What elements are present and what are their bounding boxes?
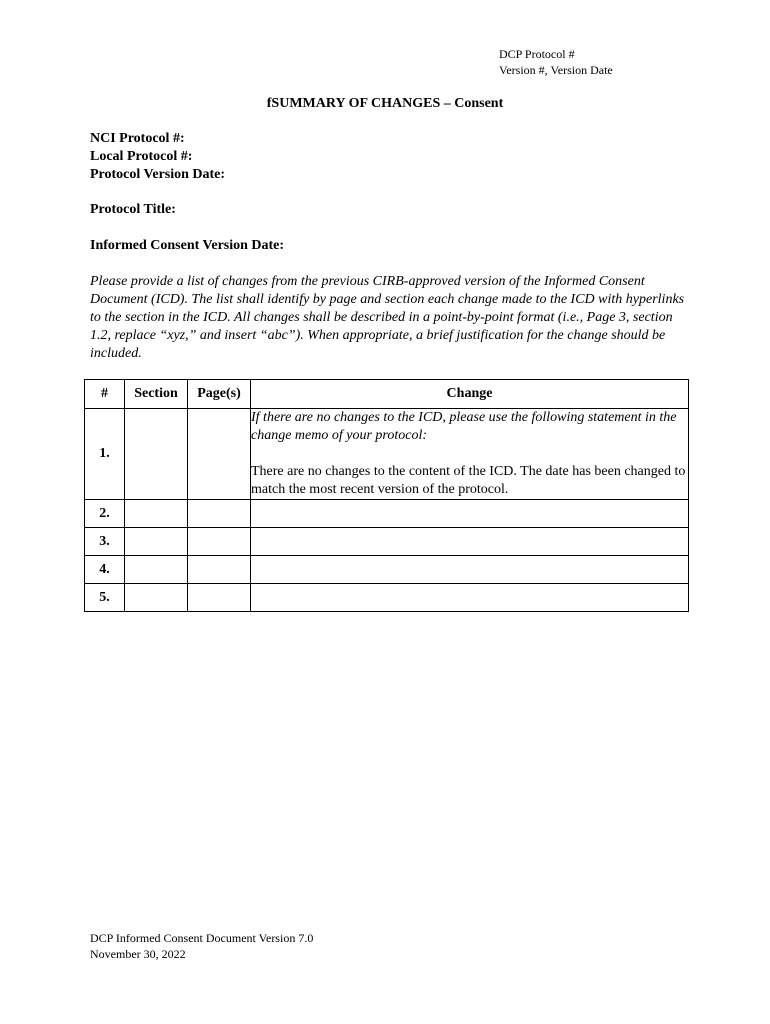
- local-protocol-label: Local Protocol #:: [90, 149, 193, 164]
- protocol-version-date-label: Protocol Version Date:: [90, 167, 226, 182]
- table-row: [85, 500, 689, 528]
- pages-cell[interactable]: [188, 500, 251, 528]
- footer-doc-version: DCP Informed Consent Document Version 7.0: [90, 931, 314, 945]
- header-protocol-line: DCP Protocol #: [499, 47, 575, 61]
- header-section: Section: [125, 380, 188, 409]
- change-cell[interactable]: [251, 500, 689, 528]
- row-number: 2.: [85, 500, 125, 528]
- section-cell[interactable]: [125, 409, 188, 500]
- header-num: #: [85, 380, 125, 409]
- row-number: 1.: [85, 409, 125, 500]
- pages-cell[interactable]: [188, 528, 251, 556]
- section-cell[interactable]: [125, 500, 188, 528]
- change-cell[interactable]: [251, 528, 689, 556]
- changes-table: [84, 379, 689, 612]
- row-number: 4.: [85, 556, 125, 584]
- page-header: [499, 46, 613, 78]
- table-row: [85, 556, 689, 584]
- change-instruction-text: If there are no changes to the ICD, please use the following statement in the change memo of your protocol:: [251, 410, 677, 443]
- row-number: 5.: [85, 584, 125, 612]
- protocol-title-label: Protocol Title:: [90, 202, 176, 217]
- document-title: fSUMMARY OF CHANGES – Consent: [266, 96, 504, 111]
- row-number: 3.: [85, 528, 125, 556]
- change-cell[interactable]: [251, 584, 689, 612]
- icd-version-date-label: Informed Consent Version Date:: [90, 238, 285, 253]
- table-header-row: [85, 380, 689, 409]
- instructions-paragraph: Please provide a list of changes from the previous CIRB-approved version of the Informed Consent Document (ICD). The list shall identify by page and section each change made to the ICD with hyperlinks to the section in the ICD. All changes shall be described in a point-by-point format (i.e., Page 3, section 1.2, replace “xyz,” and insert “abc”). When appropriate, a brief justification for the change should be included.: [90, 274, 685, 361]
- header-pages: Page(s): [188, 380, 251, 409]
- pages-cell[interactable]: [188, 584, 251, 612]
- table-row: [85, 409, 689, 500]
- table-row: [85, 528, 689, 556]
- footer-date: November 30, 2022: [90, 947, 186, 961]
- protocol-fields: [90, 130, 225, 184]
- section-cell[interactable]: [125, 584, 188, 612]
- pages-cell[interactable]: [188, 556, 251, 584]
- section-cell[interactable]: [125, 556, 188, 584]
- pages-cell[interactable]: [188, 409, 251, 500]
- change-statement-text: There are no changes to the content of the ICD. The date has been changed to match the most recent version of the protocol.: [251, 464, 686, 497]
- header-change: Change: [251, 380, 689, 409]
- header-version-line: Version #, Version Date: [499, 63, 613, 77]
- page-footer: [90, 930, 313, 962]
- table-row: [85, 584, 689, 612]
- change-cell[interactable]: [251, 409, 689, 500]
- change-cell[interactable]: [251, 556, 689, 584]
- nci-protocol-label: NCI Protocol #:: [90, 131, 185, 146]
- section-cell[interactable]: [125, 528, 188, 556]
